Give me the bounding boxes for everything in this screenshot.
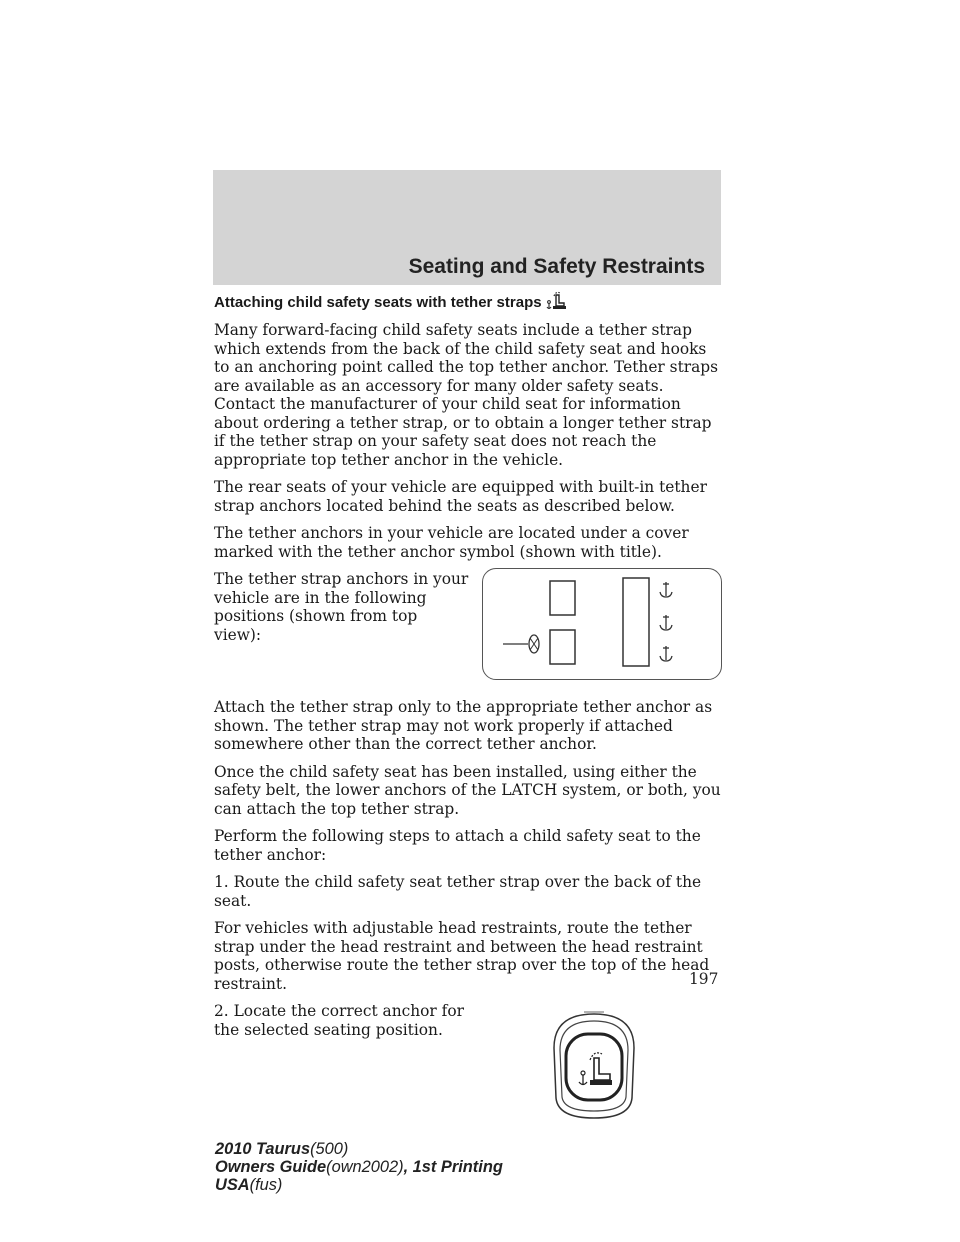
footer-model-code: (500) xyxy=(310,1140,349,1158)
paragraph: 1. Route the child safety seat tether strap over the back of the seat. xyxy=(214,873,702,910)
locate-anchor-block xyxy=(214,1002,722,1132)
footer-guide-code: (own2002) xyxy=(326,1158,404,1176)
paragraph: 2. Locate the correct anchor for the selected seating position. xyxy=(214,1002,465,1039)
steering-wheel-icon xyxy=(529,635,539,653)
front-seat-left xyxy=(550,581,575,615)
paragraph: For vehicles with adjustable head restraints, route the tether strap under the head restraint and between the head restraint posts, otherwise route the tether strap over the top of the head restraint. xyxy=(214,919,710,993)
header-band xyxy=(213,170,721,285)
paragraph: The tether anchors in your vehicle are located under a cover marked with the tether anchor symbol (shown with title). xyxy=(214,524,689,561)
section-title: Attaching child safety seats with tether straps xyxy=(214,293,542,311)
paragraph: The tether strap anchors in your vehicle are in the following positions (shown from top view): xyxy=(214,570,469,644)
child-seat-tether-icon xyxy=(544,290,568,312)
footer-market-code: (fus) xyxy=(249,1176,283,1194)
front-seat-right xyxy=(550,630,575,664)
paragraph: The rear seats of your vehicle are equipped with built-in tether strap anchors located behind the seats as described below. xyxy=(214,478,707,515)
paragraph: Attach the tether strap only to the appropriate tether anchor as shown. The tether strap may not work properly if attached somewhere other than the correct tether anchor. xyxy=(214,698,713,753)
anchor-icon xyxy=(660,582,672,597)
tether-anchor-positions-diagram xyxy=(482,568,722,680)
section-heading xyxy=(214,290,722,312)
anchor-positions-block xyxy=(214,570,722,690)
paragraph: Perform the following steps to attach a child safety seat to the tether anchor: xyxy=(214,827,701,864)
anchor-icon xyxy=(660,615,672,630)
page-number: 197 xyxy=(689,970,719,988)
rear-seat xyxy=(623,578,649,666)
paragraph: Once the child safety seat has been installed, using either the safety belt, the lower anchors of the LATCH system, or both, you can attach the top tether strap. xyxy=(214,762,721,818)
footer xyxy=(215,1140,503,1194)
tether-anchor-cover-illustration xyxy=(546,1008,642,1123)
footer-market: USA xyxy=(215,1176,250,1194)
footer-printing: , 1st Printing xyxy=(403,1158,503,1176)
paragraph: Many forward-facing child safety seats include a tether strap which extends from the back of the child safety seat and hooks to an anchoring point called the top tether anchor. Tether straps are available as an accessory for many older safety seats. Contact the manufacturer of your child seat for information about ordering a tether strap, or to obtain a longer tether strap if the tether strap on your safety seat does not reach the appropriate top tether anchor in the vehicle. xyxy=(214,321,719,469)
anchor-icon xyxy=(660,646,672,661)
page-content xyxy=(214,290,722,1132)
page-title: Seating and Safety Restraints xyxy=(408,255,705,278)
footer-model: 2010 Taurus xyxy=(215,1140,311,1158)
footer-guide: Owners Guide xyxy=(215,1158,327,1176)
